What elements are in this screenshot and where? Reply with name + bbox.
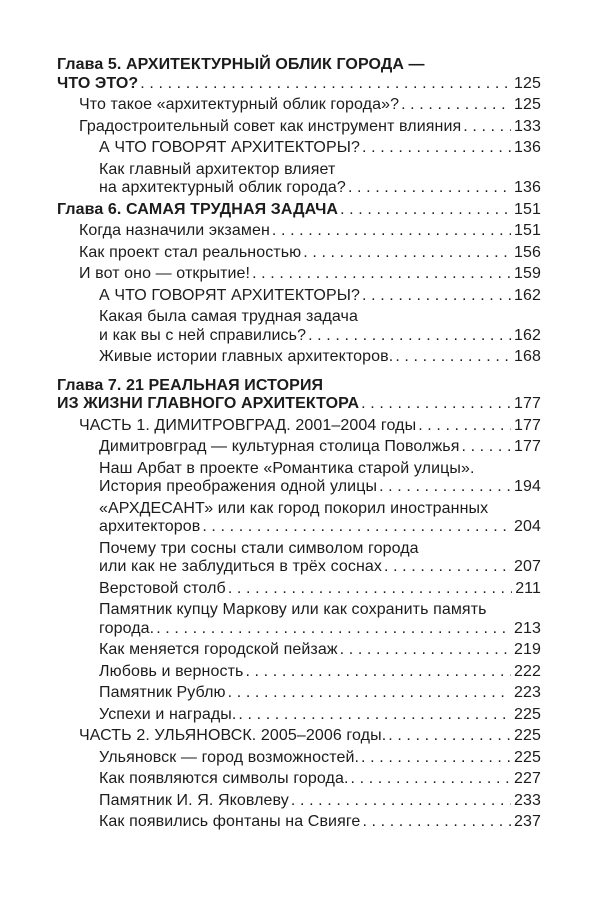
entry-line: Какая была самая трудная задача: [99, 308, 358, 325]
dot-leader: [395, 348, 511, 367]
toc-entry: [57, 601, 541, 638]
entry-page-number: 162: [514, 286, 541, 304]
entry-title: И вот оно — открытие!: [79, 265, 251, 282]
entry-page-number: 233: [514, 791, 541, 809]
toc-entry: [57, 417, 541, 436]
entry-last-line: [99, 792, 541, 811]
entry-page-number: 204: [514, 518, 541, 535]
entry-last-line: [99, 478, 541, 497]
entry-page-number: 227: [514, 770, 541, 787]
entry-last-line: [99, 348, 541, 367]
entry-last-line: [99, 641, 541, 660]
entry-title: Верстовой столб: [99, 579, 226, 597]
entry-title: Успехи и награды.: [99, 705, 237, 723]
entry-title: А ЧТО ГОВОРЯТ АРХИТЕКТОРЫ?: [99, 139, 361, 156]
entry-page-number: 225: [514, 705, 541, 723]
entry-last-line: [99, 518, 541, 537]
dot-leader: [361, 395, 511, 414]
entry-page-number: 159: [514, 265, 541, 282]
entry-page-number: 194: [514, 478, 541, 495]
entry-title: на архитектурный облик города?: [99, 179, 346, 196]
toc-entry: [57, 377, 541, 414]
entry-title: История преображения одной улицы: [99, 478, 378, 495]
entry-title: Когда назначили экзамен: [79, 222, 270, 239]
entry-title: Как меняется городской пейзаж: [99, 641, 338, 658]
entry-title: Градостроительный совет как инструмент влияния: [79, 117, 462, 135]
entry-title: Памятник И. Я. Яковлеву: [99, 791, 289, 809]
entry-page-number: 223: [514, 684, 541, 701]
entry-title: ИЗ ЖИЗНИ ГЛАВНОГО АРХИТЕКТОРА: [57, 395, 360, 412]
toc-entry: [57, 792, 541, 811]
entry-last-line: [79, 244, 541, 263]
toc-entry: [57, 308, 541, 345]
entry-title: Как появляются символы города.: [99, 770, 349, 787]
toc-entry: [57, 684, 541, 703]
entry-last-line: [99, 663, 541, 682]
entry-last-line: [79, 417, 541, 436]
toc-entry: [57, 244, 541, 263]
entry-last-line: [79, 727, 541, 746]
entry-last-line: [57, 75, 541, 94]
dot-leader: [303, 244, 511, 263]
entry-title: Памятник Рублю: [99, 684, 226, 701]
toc-entry: [57, 161, 541, 198]
entry-last-line: [79, 96, 541, 115]
entry-title: города.: [99, 619, 155, 637]
table-of-contents: [57, 56, 541, 832]
entry-page-number: 219: [514, 641, 541, 658]
dot-leader: [362, 287, 511, 306]
entry-title: ЧАСТЬ 2. УЛЬЯНОВСК. 2005–2006 годы.: [79, 727, 387, 744]
dot-leader: [272, 222, 511, 241]
entry-title: Живые истории главных архитекторов.: [99, 348, 394, 365]
toc-entry: [57, 56, 541, 93]
entry-last-line: [57, 201, 541, 220]
entry-page-number: 207: [514, 558, 541, 575]
toc-entry: [57, 749, 541, 768]
entry-page-number: 162: [514, 326, 541, 344]
entry-page-number: 156: [514, 243, 541, 261]
toc-entry: [57, 118, 541, 137]
entry-page-number: 125: [514, 74, 541, 92]
entry-last-line: [99, 620, 541, 639]
toc-entry: [57, 706, 541, 725]
toc-entry: [57, 580, 541, 599]
toc-entry: [57, 287, 541, 306]
dot-leader: [245, 663, 511, 682]
dot-leader: [156, 620, 511, 639]
entry-page-number: 213: [514, 619, 541, 637]
entry-last-line: [79, 265, 541, 284]
entry-title: Глава 6. САМАЯ ТРУДНАЯ ЗАДАЧА: [57, 200, 339, 218]
toc-entry: [57, 96, 541, 115]
entry-page-number: 177: [514, 438, 541, 455]
dot-leader: [252, 265, 511, 284]
entry-last-line: [99, 179, 541, 198]
entry-last-line: [99, 438, 541, 457]
dot-leader: [238, 706, 511, 725]
entry-page-number: 211: [515, 579, 541, 597]
entry-last-line: [79, 222, 541, 241]
toc-entry: [57, 663, 541, 682]
dot-leader: [418, 417, 511, 436]
entry-last-line: [99, 139, 541, 158]
entry-page-number: 177: [514, 395, 541, 412]
toc-entry: [57, 500, 541, 537]
dot-leader: [348, 179, 511, 198]
entry-title: Что такое «архитектурный облик города»?: [79, 96, 400, 113]
entry-title: и как вы с ней справились?: [99, 326, 307, 344]
entry-line: «АРХДЕСАНТ» или как город покорил иностранных: [99, 499, 489, 517]
entry-title: ЧТО ЭТО?: [57, 74, 139, 92]
dot-leader: [362, 813, 511, 832]
toc-entry: [57, 348, 541, 367]
toc-entry: [57, 540, 541, 577]
entry-page-number: 136: [514, 139, 541, 156]
entry-last-line: [99, 580, 541, 599]
entry-last-line: [99, 287, 541, 306]
entry-last-line: [99, 749, 541, 768]
dot-leader: [361, 749, 511, 768]
entry-page-number: 225: [514, 727, 541, 744]
entry-page-number: 151: [514, 222, 541, 239]
toc-entry: [57, 265, 541, 284]
toc-entry: [57, 201, 541, 220]
dot-leader: [140, 75, 511, 94]
dot-leader: [463, 118, 511, 137]
dot-leader: [462, 438, 512, 457]
entry-page-number: 151: [514, 200, 541, 218]
toc-entry: [57, 813, 541, 832]
entry-title: или как не заблудиться в трёх соснах: [99, 558, 382, 575]
dot-leader: [340, 641, 511, 660]
dot-leader: [291, 792, 511, 811]
entry-last-line: [99, 770, 541, 789]
entry-title: Ульяновск — город возможностей.: [99, 748, 360, 766]
dot-leader: [228, 684, 511, 703]
dot-leader: [340, 201, 511, 220]
entry-page-number: 136: [514, 179, 541, 196]
toc-entry: [57, 770, 541, 789]
entry-last-line: [99, 813, 541, 832]
entry-page-number: 222: [514, 662, 541, 680]
entry-page-number: 177: [514, 416, 541, 434]
entry-last-line: [99, 327, 541, 346]
dot-leader: [351, 770, 511, 789]
entry-line: Как главный архитектор влияет: [99, 160, 336, 178]
entry-title: Как проект стал реальностью: [79, 243, 302, 261]
entry-page-number: 133: [514, 117, 541, 135]
dot-leader: [228, 580, 512, 599]
toc-entry: [57, 438, 541, 457]
toc-entry: [57, 139, 541, 158]
entry-last-line: [99, 706, 541, 725]
entry-line: Памятник купцу Маркову или как сохранить память: [99, 601, 487, 618]
entry-title: Как появились фонтаны на Свияге: [99, 813, 361, 830]
toc-entry: [57, 222, 541, 241]
dot-leader: [401, 96, 511, 115]
entry-page-number: 168: [514, 348, 541, 365]
toc-entry: [57, 727, 541, 746]
entry-title: Димитровград — культурная столица Поволжья: [99, 438, 460, 455]
entry-page-number: 225: [514, 748, 541, 766]
toc-entry: [57, 460, 541, 497]
dot-leader: [202, 518, 511, 537]
entry-title: А ЧТО ГОВОРЯТ АРХИТЕКТОРЫ?: [99, 286, 361, 304]
dot-leader: [379, 478, 511, 497]
dot-leader: [388, 727, 511, 746]
entry-line: Глава 5. АРХИТЕКТУРНЫЙ ОБЛИК ГОРОДА —: [57, 56, 425, 73]
entry-line: Почему три сосны стали символом города: [99, 539, 419, 557]
entry-title: ЧАСТЬ 1. ДИМИТРОВГРАД. 2001–2004 годы: [79, 416, 417, 434]
toc-entry: [57, 641, 541, 660]
entry-last-line: [57, 395, 541, 414]
entry-line: Глава 7. 21 РЕАЛЬНАЯ ИСТОРИЯ: [57, 376, 324, 394]
dot-leader: [308, 327, 511, 346]
entry-line: Наш Арбат в проекте «Романтика старой улицы».: [99, 459, 475, 477]
entry-last-line: [99, 684, 541, 703]
entry-title: Любовь и верность: [99, 662, 244, 680]
dot-leader: [362, 139, 511, 158]
entry-page-number: 237: [514, 813, 541, 830]
entry-last-line: [79, 118, 541, 137]
entry-page-number: 125: [514, 96, 541, 113]
dot-leader: [384, 558, 511, 577]
entry-title: архитекторов: [99, 518, 201, 535]
entry-last-line: [99, 558, 541, 577]
